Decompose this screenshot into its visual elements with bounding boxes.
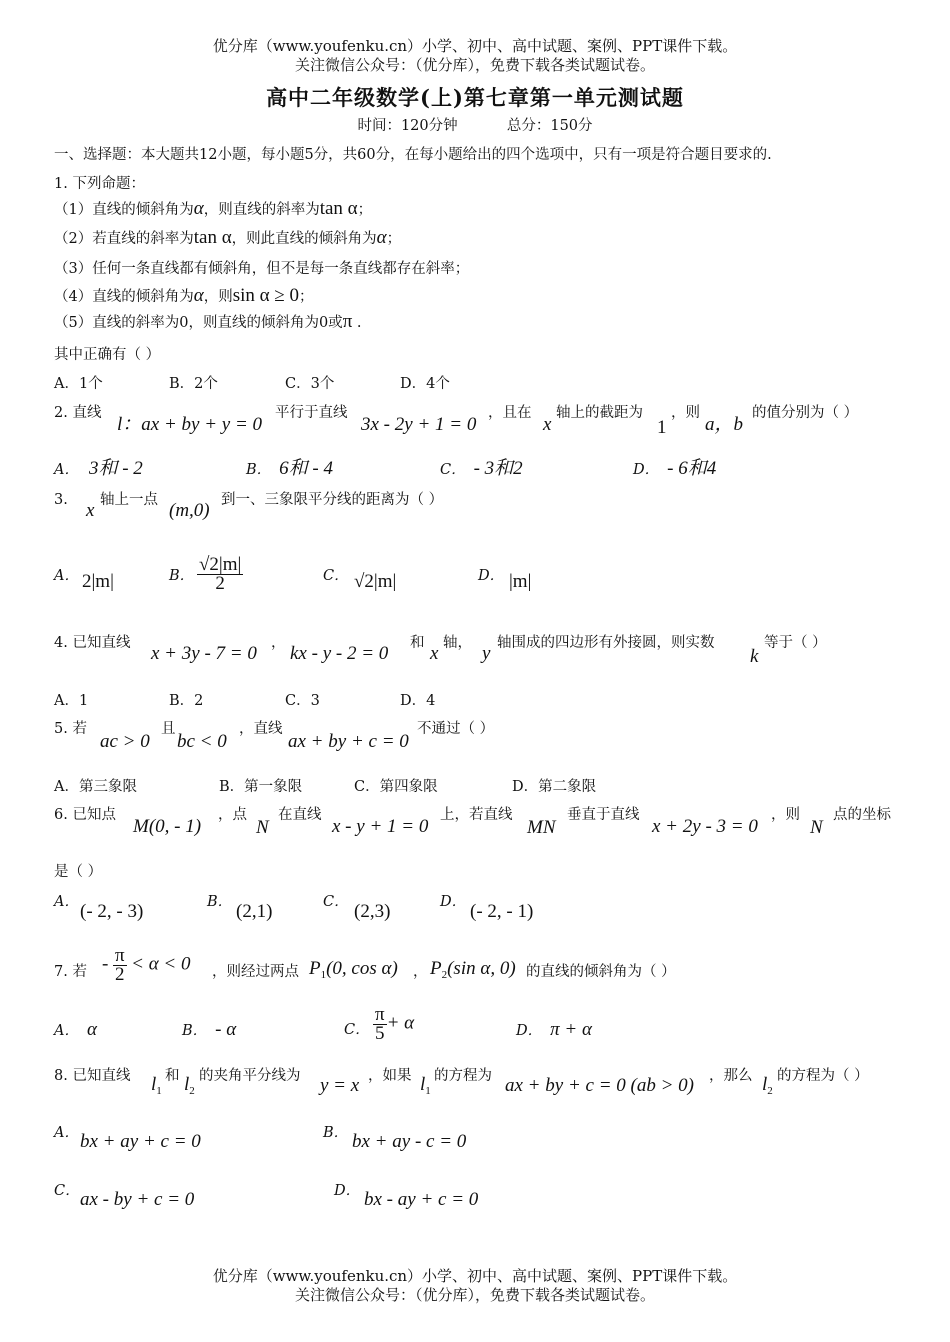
q8-eq: ax + by + c = 0 (ab > 0) — [505, 1075, 694, 1096]
q6-option-c-value: (2,3) — [354, 901, 391, 922]
q2-option-b: B． 6和 - 4 — [246, 458, 333, 479]
q3-option-d: D． — [478, 568, 505, 584]
q8-l2-b: $l_2$ — [762, 1074, 773, 1097]
q8-option-a: A． — [54, 1125, 79, 1141]
q1-item-2: （2）若直线的斜率为tan α，则此直线的倾斜角为α； — [54, 227, 402, 248]
q3-stem-end: 到一、三象限平分线的距离为（ ） — [221, 492, 444, 508]
q7-option-a: A． α — [54, 1019, 97, 1040]
q3-point: (m,0) — [169, 500, 210, 521]
q5-and: 且 — [161, 721, 176, 737]
q8-option-c-value: ax - by + c = 0 — [80, 1189, 195, 1210]
q7-stem-start: 7. 若 — [54, 964, 87, 980]
q4-option-a: A．1 — [54, 693, 89, 709]
q5-option-a: A．第三象限 — [54, 779, 137, 795]
q8-l1: $l_1$ — [151, 1074, 162, 1097]
q8-bisector: 的夹角平分线为 — [199, 1068, 301, 1084]
q6-perp: 垂直于直线 — [567, 807, 640, 823]
q5-bc: bc < 0 — [177, 731, 227, 752]
q7-p2: $P_2(\sin$ α, 0) — [430, 958, 516, 981]
footer-line-2: 关注微信公众号：（优分库），免费下载各类试题试卷。 — [294, 1286, 655, 1304]
q5-stem-start: 5. 若 — [54, 721, 87, 737]
header-line-1: 优分库（www.youfenku.cn）小学、初中、高中试题、案例、PPT课件下载。 — [212, 37, 738, 55]
q1-item-3: （3）任何一条直线都有倾斜角，但不是每一条直线都存在斜率； — [54, 261, 470, 277]
q1-option-b: B．2个 — [169, 376, 218, 392]
q1-question: 其中正确有（ ） — [54, 347, 161, 363]
q2-option-d: D． - 6和4 — [633, 458, 717, 479]
q6-option-a-value: (- 2, - 3) — [80, 901, 144, 922]
q8-yx: y = x — [320, 1075, 360, 1096]
q8-option-d: D． — [334, 1183, 361, 1199]
q1-item-4: （4）直线的倾斜角为α，则sin α ≥ 0； — [54, 285, 314, 306]
instructions: 一、选择题：本大题共12小题，每小题5分，共60分，在每小题给出的四个选项中，只有一项是符合题目要求的. — [54, 147, 772, 163]
q5-ac: ac > 0 — [100, 731, 150, 752]
q8-stem-end: 的方程为（ ） — [777, 1068, 869, 1084]
q1-stem: 1. 下列命题： — [54, 176, 145, 192]
q8-if: ，如果 — [368, 1068, 412, 1084]
q2-x: x — [543, 414, 552, 435]
q7-option-c: C． — [344, 1022, 370, 1038]
q1-item-5: （5）直线的斜率为0，则直线的倾斜角为0或π . — [54, 311, 362, 332]
q6-coord: 点的坐标 — [833, 807, 891, 823]
q4-and: 和 — [410, 635, 425, 651]
q2-option-c: C． - 3和2 — [440, 458, 523, 479]
q2-line-2: 3x - 2y + 1 = 0 — [361, 414, 477, 435]
q8-and: 和 — [165, 1068, 180, 1084]
q2-stem-end: 的值分别为（ ） — [752, 405, 859, 421]
q2-stem-and: ，且在 — [488, 405, 532, 421]
q3-option-b-value: $\frac{√2|m|}{2}$ — [199, 554, 242, 594]
q6-line-2: x + 2y - 3 = 0 — [652, 816, 758, 837]
q6-option-d: D． — [440, 894, 467, 910]
q8-eq-is: 的方程为 — [434, 1068, 492, 1084]
q3-option-a: A． — [54, 568, 79, 584]
q1-option-c: C．3个 — [285, 376, 335, 392]
q6-mn: MN — [527, 817, 556, 838]
q4-option-b: B．2 — [169, 693, 204, 709]
q6-option-c: C． — [323, 894, 349, 910]
q6-line-1: x - y + 1 = 0 — [332, 816, 429, 837]
q4-option-d: D．4 — [400, 693, 436, 709]
q1-item-1: （1）直线的倾斜角为α，则直线的斜率为tan α； — [54, 198, 373, 219]
header-line-2: 关注微信公众号：（优分库），免费下载各类试题试卷。 — [294, 56, 655, 74]
q3-option-c-value: √2|m| — [354, 571, 397, 592]
q6-on-line: 在直线 — [278, 807, 322, 823]
q3-number: 3. — [54, 492, 68, 508]
q5-stem-end: 不通过（ ） — [417, 721, 495, 737]
q6-n: N — [256, 817, 269, 838]
q4-x: x — [430, 643, 439, 664]
q8-option-d-value: bx - ay + c = 0 — [364, 1189, 479, 1210]
q8-option-c: C． — [54, 1183, 80, 1199]
q5-option-b: B．第一象限 — [219, 779, 303, 795]
q7-condition: - $\frac{\pi}{2}$ < α < 0 — [102, 945, 191, 985]
q7-two-points: ，则经过两点 — [212, 964, 299, 980]
q4-stem-end: 等于（ ） — [764, 635, 827, 651]
q4-stem-mid: 轴围成的四边形有外接圆，则实数 — [497, 635, 715, 651]
q8-l1-b: $l_1$ — [420, 1074, 431, 1097]
q3-option-c: C． — [323, 568, 349, 584]
q1-option-d: D．4个 — [400, 376, 450, 392]
q6-stem-start: 6. 已知点 — [54, 807, 116, 823]
q2-line-l: l：ax + by + y = 0 — [117, 414, 263, 435]
q7-stem-end: 的直线的倾斜角为（ ） — [526, 964, 676, 980]
q6-option-b-value: (2,1) — [236, 901, 273, 922]
q4-comma: ， — [271, 635, 286, 651]
q7-option-b: B． - α — [182, 1019, 237, 1040]
q5-option-c: C．第四象限 — [354, 779, 438, 795]
q2-ab: a，b — [705, 414, 744, 435]
q8-l2: $l_2$ — [184, 1074, 195, 1097]
q2-one: 1 — [657, 417, 667, 438]
q4-stem-start: 4. 已知直线 — [54, 635, 131, 651]
q6-if-line: 上，若直线 — [440, 807, 513, 823]
q7-option-c-value: $\frac{\pi}{5}$ + α — [375, 1004, 415, 1044]
q5-line-word: ，直线 — [239, 721, 283, 737]
q2-stem-parallel: 平行于直线 — [275, 405, 348, 421]
footer-line-1: 优分库（www.youfenku.cn）小学、初中、高中试题、案例、PPT课件下载。 — [212, 1267, 738, 1285]
q4-y: y — [482, 643, 491, 664]
q7-p1: $P_1(0$, cos α) — [309, 958, 398, 981]
q8-option-a-value: bx + ay + c = 0 — [80, 1131, 201, 1152]
q8-stem-start: 8. 已知直线 — [54, 1068, 131, 1084]
q4-line-1: x + 3y - 7 = 0 — [151, 643, 257, 664]
q6-point-word: ，点 — [218, 807, 247, 823]
q6-n-2: N — [810, 817, 823, 838]
q7-comma: ， — [413, 964, 428, 980]
q7-option-d: D． π + α — [516, 1019, 592, 1040]
q2-stem-then: ，则 — [671, 405, 700, 421]
q6-then: ，则 — [771, 807, 800, 823]
q8-then: ，那么 — [709, 1068, 753, 1084]
q4-line-2: kx - y - 2 = 0 — [290, 643, 389, 664]
total-score: 总分：150分 — [506, 118, 593, 134]
q6-stem-cont: 是（ ） — [54, 864, 103, 880]
q5-line: ax + by + c = 0 — [288, 731, 409, 752]
q3-option-d-value: |m| — [509, 571, 532, 592]
q6-option-a: A． — [54, 894, 79, 910]
q1-option-a: A．1个 — [54, 376, 103, 392]
q3-option-b: B． — [169, 568, 195, 584]
q2-stem-start: 2. 直线 — [54, 405, 102, 421]
q6-option-b: B． — [207, 894, 233, 910]
q8-option-b-value: bx + ay - c = 0 — [352, 1131, 467, 1152]
q2-stem-intercept: 轴上的截距为 — [556, 405, 643, 421]
q6-point-m: M(0, - 1) — [133, 816, 202, 837]
q8-option-b: B． — [323, 1125, 349, 1141]
q4-option-c: C．3 — [285, 693, 320, 709]
page-title: 高中二年级数学(上)第七章第一单元测试题 — [266, 85, 684, 110]
exam-meta — [0, 117, 950, 135]
q3-stem-point: 轴上一点 — [100, 492, 158, 508]
time-limit: 时间：120分钟 — [357, 118, 458, 134]
q3-option-a-value: 2|m| — [82, 571, 114, 592]
q6-option-d-value: (- 2, - 1) — [470, 901, 534, 922]
q4-x-axis: 轴， — [443, 635, 472, 651]
q5-option-d: D．第二象限 — [512, 779, 597, 795]
q2-option-a: A． 3和 - 2 — [54, 458, 143, 479]
q3-x: x — [86, 500, 95, 521]
q4-k: k — [750, 646, 759, 667]
